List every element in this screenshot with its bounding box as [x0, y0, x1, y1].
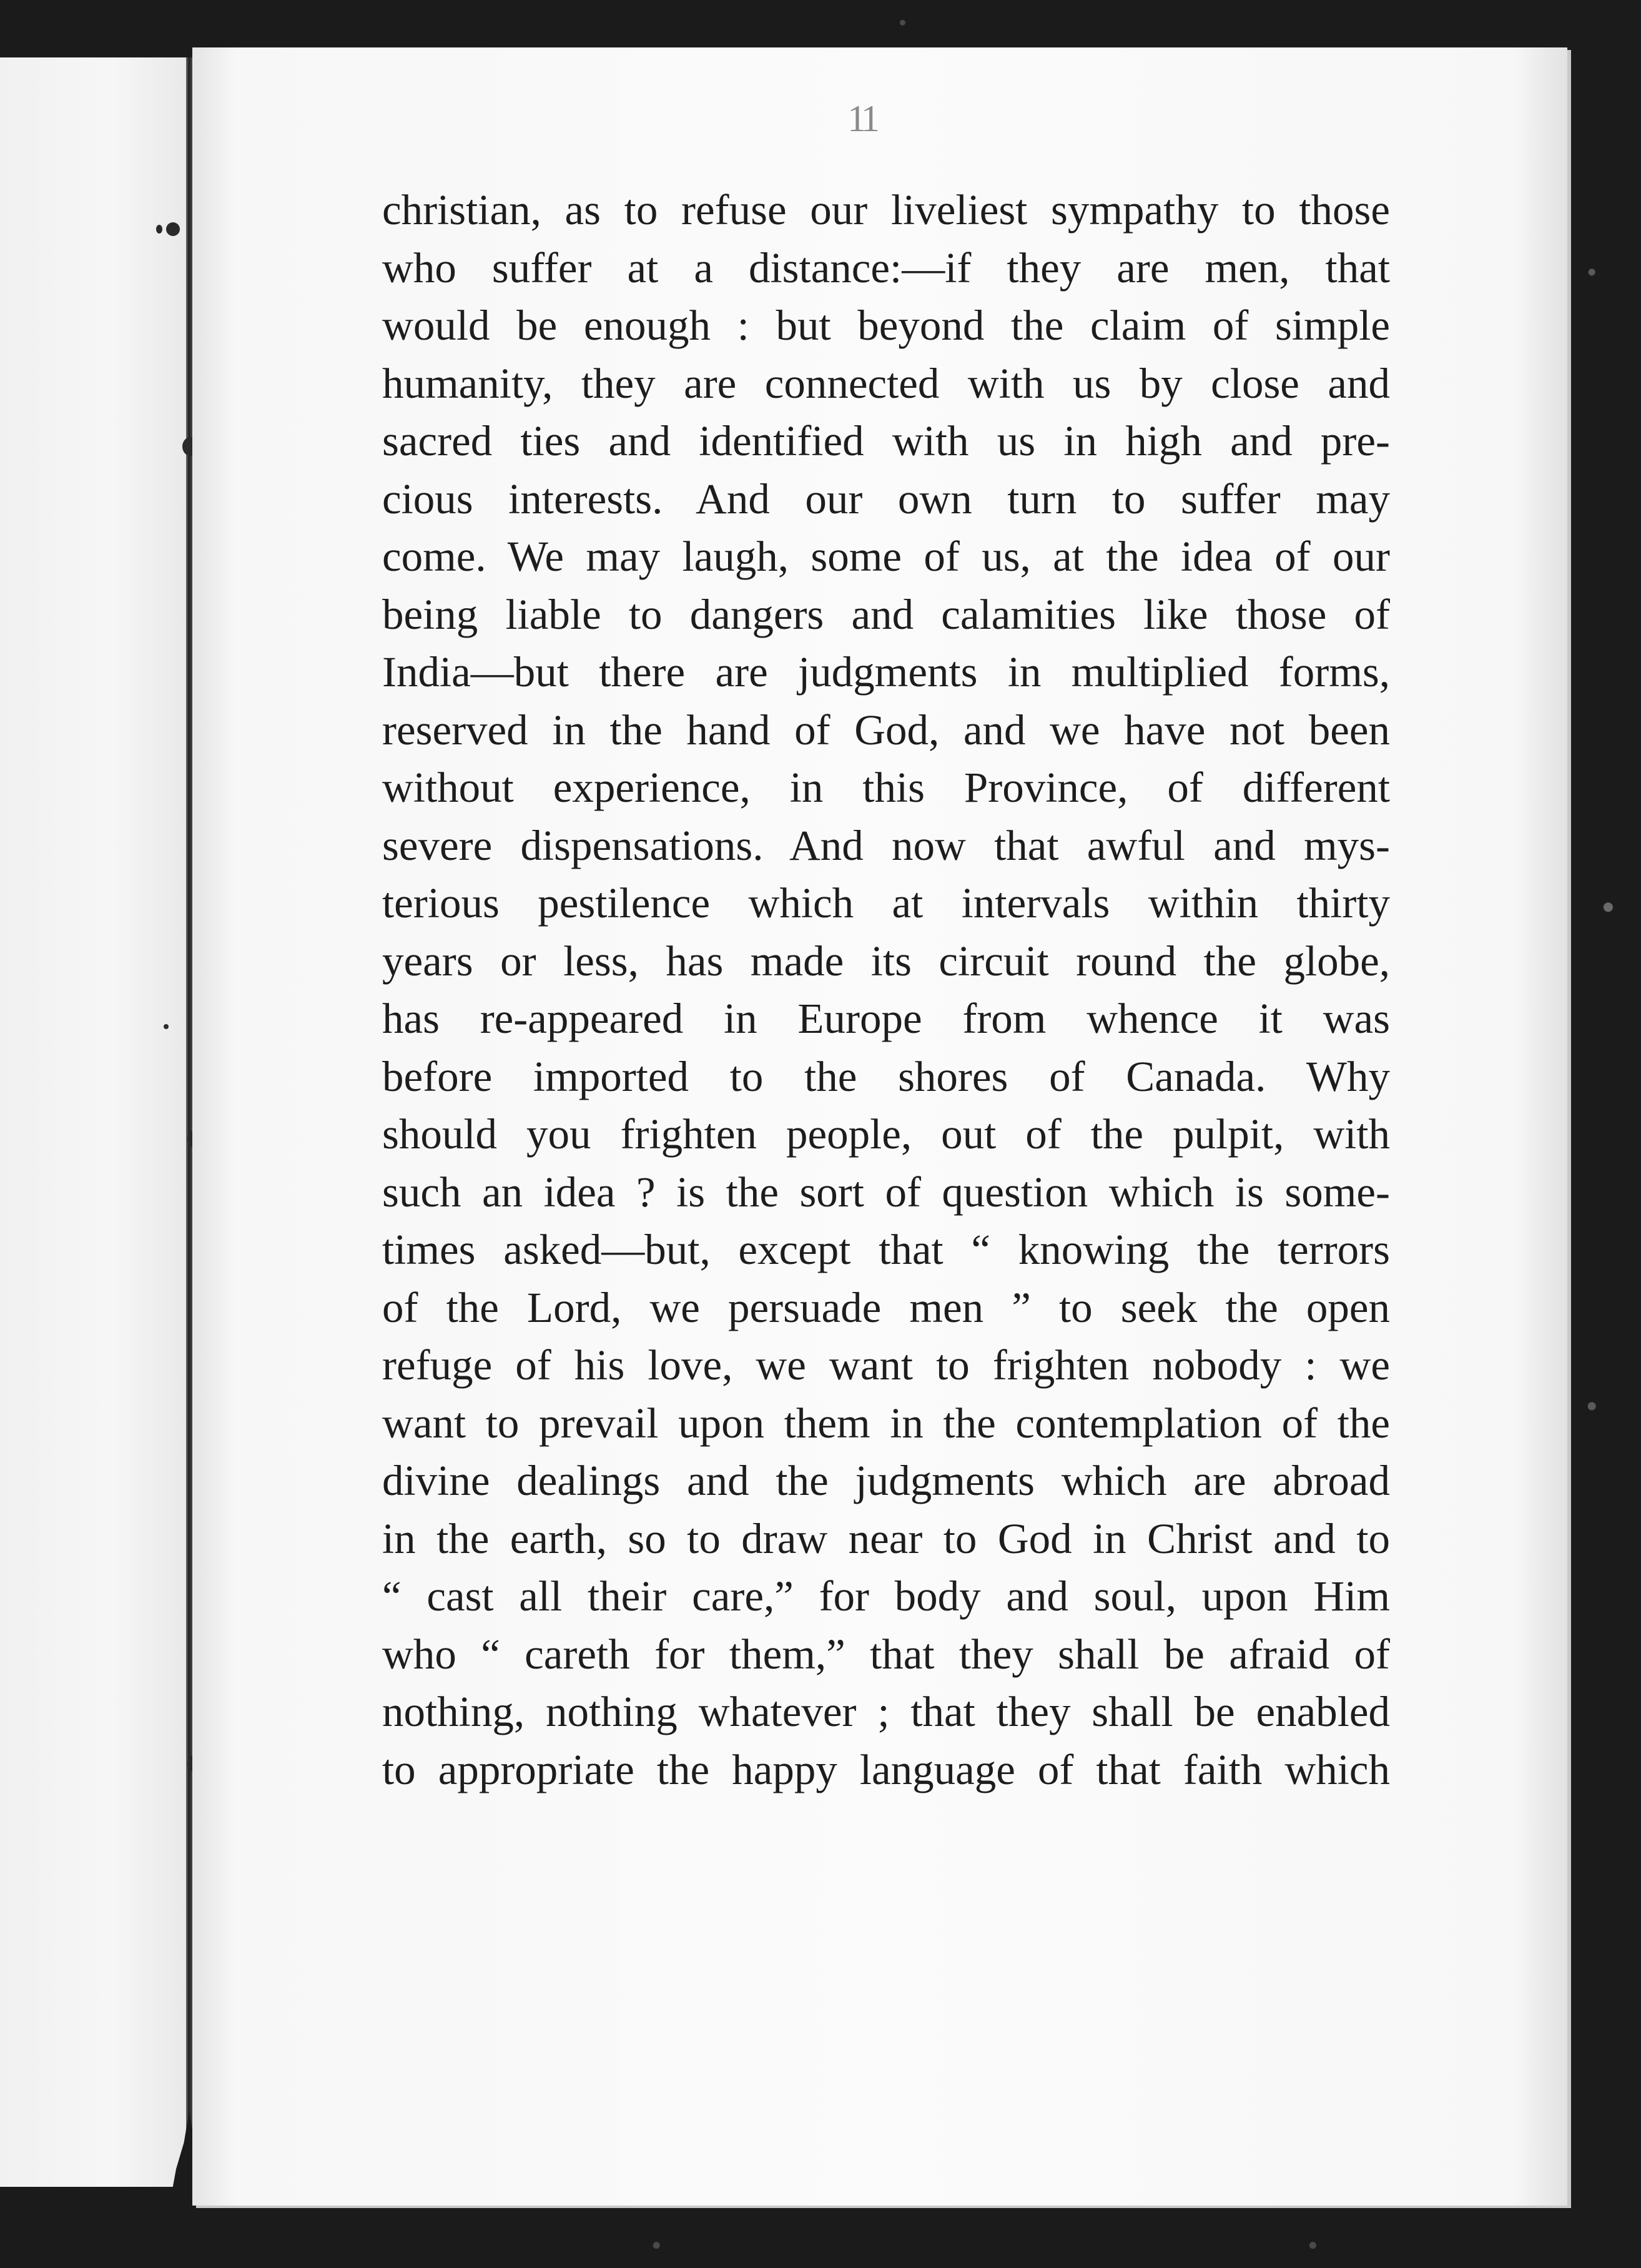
text-line: terious pestilence which at intervals within thirty	[382, 879, 1390, 927]
text-line: such an idea ? is the sort of question which is some-	[382, 1168, 1390, 1216]
text-line: times asked—but, except that “ knowing the terrors	[382, 1226, 1390, 1273]
body-text	[382, 181, 1390, 1798]
text-line: cious interests. And our own turn to suffer may	[382, 475, 1390, 523]
text-line: christian, as to refuse our liveliest sympathy to those	[382, 186, 1390, 234]
text-line: years or less, has made its circuit round the globe,	[382, 937, 1390, 985]
text-line: sacred ties and identified with us in high and pre-	[382, 417, 1390, 465]
ink-speck	[166, 222, 180, 236]
text-line: has re-appeared in Europe from whence it was	[382, 995, 1390, 1042]
text-line: “ cast all their care,” for body and soul, upon Him	[382, 1572, 1390, 1620]
text-line: come. We may laugh, some of us, at the idea of our	[382, 533, 1390, 580]
text-line: without experience, in this Province, of different	[382, 764, 1390, 811]
text-line: refuge of his love, we want to frighten nobody : we	[382, 1341, 1390, 1389]
text-line: want to prevail upon them in the contemplation of the	[382, 1399, 1390, 1447]
text-line: in the earth, so to draw near to God in Christ and to	[382, 1514, 1390, 1562]
text-line: humanity, they are connected with us by close and	[382, 359, 1390, 407]
text-line: of the Lord, we persuade men ” to seek the open	[382, 1283, 1390, 1331]
page-number: 11	[847, 98, 876, 139]
text-line: reserved in the hand of God, and we have not been	[382, 706, 1390, 754]
text-line: who suffer at a distance:—if they are men, that	[382, 244, 1390, 292]
left-facing-page	[0, 57, 187, 2187]
ink-speck	[156, 225, 162, 234]
text-line: to appropriate the happy language of that faith which	[382, 1745, 1390, 1793]
book-spine	[186, 57, 192, 2193]
text-line: severe dispensations. And now that awful and mys-	[382, 821, 1390, 869]
text-line: before imported to the shores of Canada. Why	[382, 1052, 1390, 1100]
text-line: India—but there are judgments in multiplied forms,	[382, 648, 1390, 696]
text-line: should you frighten people, out of the pulpit, with	[382, 1110, 1390, 1158]
text-line: divine dealings and the judgments which are abroad	[382, 1457, 1390, 1504]
text-line: would be enough : but beyond the claim of simple	[382, 302, 1390, 349]
text-line: being liable to dangers and calamities like those of	[382, 590, 1390, 638]
ink-speck	[164, 1024, 169, 1029]
text-line: nothing, nothing whatever ; that they shall be enabled	[382, 1688, 1390, 1735]
text-line: who “ careth for them,” that they shall be afraid of	[382, 1630, 1390, 1678]
